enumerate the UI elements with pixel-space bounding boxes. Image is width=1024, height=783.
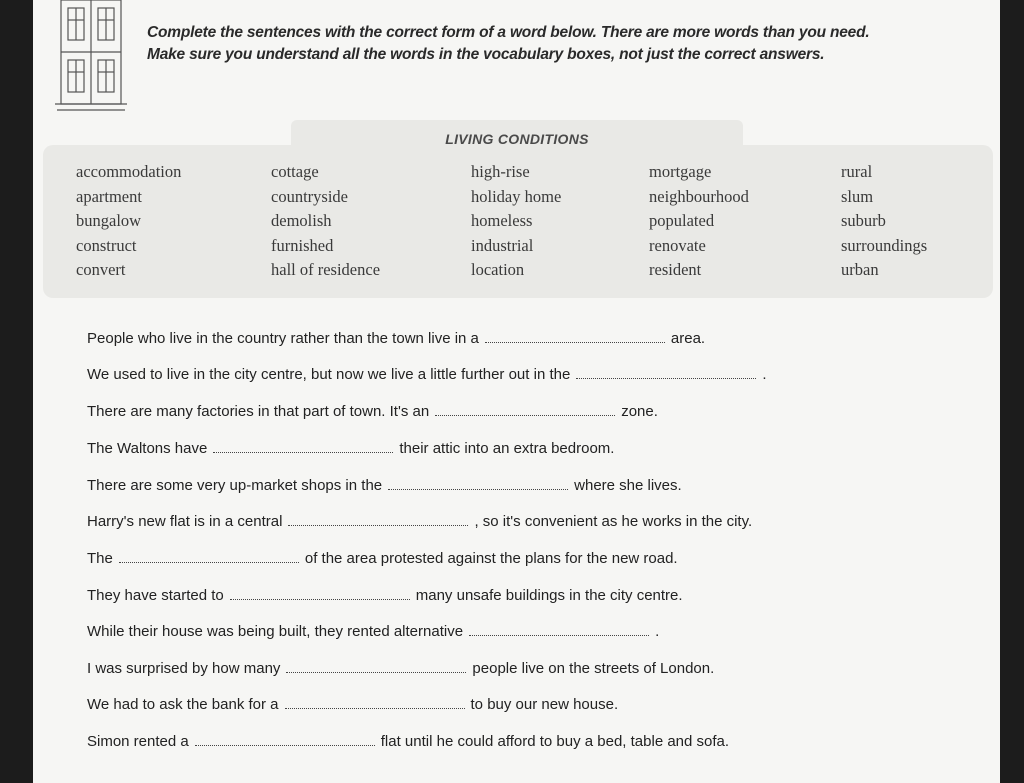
vocab-word: rural (841, 162, 873, 181)
vocab-word: renovate (649, 235, 706, 255)
answer-blank[interactable] (119, 554, 299, 563)
question-text-after: many unsafe buildings in the city centre. (415, 587, 683, 604)
vocab-word: populated (649, 211, 715, 230)
question-text-after: area. (670, 330, 706, 347)
question-text-before: The Waltons have (87, 440, 208, 457)
question-text-before: Harry's new flat is in a central (87, 513, 283, 530)
question-text-before: They have started to (87, 587, 224, 604)
vocab-column-4 (649, 160, 749, 283)
question-text-after: flat until he could afford to buy a bed, table and sofa. (380, 733, 730, 750)
building-icon (55, 0, 127, 112)
vocab-word: location (471, 260, 525, 279)
instructions (147, 22, 987, 66)
answer-blank[interactable] (195, 737, 375, 746)
question-text-after: . (655, 623, 660, 640)
vocab-word: apartment (76, 186, 142, 206)
answer-blank[interactable] (388, 481, 568, 490)
vocab-word: mortgage (649, 162, 712, 181)
answer-blank[interactable] (286, 664, 466, 673)
vocab-column-3 (471, 160, 561, 283)
vocab-word: cottage (271, 162, 319, 181)
answer-blank[interactable] (485, 334, 665, 343)
vocab-word: convert (76, 260, 126, 279)
question-text-before: People who live in the country rather than the town live in a (87, 330, 479, 347)
answer-blank[interactable] (288, 517, 468, 526)
question-text-after: where she lives. (574, 477, 682, 494)
vocab-word: urban (841, 260, 879, 279)
question-text-after: people live on the streets of London. (472, 660, 715, 677)
answer-blank[interactable] (285, 700, 465, 709)
vocab-word: demolish (271, 211, 332, 230)
instruction-line-2: Make sure you understand all the words in the vocabulary boxes, not just the correct answers. (147, 46, 825, 63)
question-text-before: The (87, 550, 113, 567)
answer-blank[interactable] (213, 444, 393, 453)
answer-blank[interactable] (576, 370, 756, 379)
answer-blank[interactable] (230, 591, 410, 600)
vocab-word: resident (649, 260, 702, 279)
answer-blank[interactable] (469, 627, 649, 636)
question-text-before: I was surprised by how many (87, 660, 281, 677)
worksheet-page (33, 0, 1000, 783)
question-text-before: We had to ask the bank for a (87, 696, 279, 713)
question-text-after: their attic into an extra bedroom. (399, 440, 615, 457)
question-text-before: While their house was being built, they rented alternative (87, 623, 464, 640)
question-text-before: There are many factories in that part of town. It's an (87, 403, 430, 420)
question-text-after: of the area protested against the plans for the new road. (304, 550, 678, 567)
question-text-before: We used to live in the city centre, but now we live a little further out in the (87, 366, 571, 383)
vocab-column-1 (76, 160, 181, 283)
vocab-word: slum (841, 186, 874, 206)
question-text-before: Simon rented a (87, 733, 189, 750)
vocab-word: surroundings (841, 235, 928, 255)
vocab-word: bungalow (76, 211, 142, 230)
vocab-word: homeless (471, 211, 533, 230)
question-text-after: . (762, 366, 767, 383)
vocab-word: hall of residence (271, 260, 381, 279)
question-text-after: zone. (621, 403, 658, 420)
question-text-after: to buy our new house. (470, 696, 619, 713)
vocabulary-title: LIVING CONDITIONS (445, 131, 589, 147)
vocab-word: holiday home (471, 186, 562, 206)
vocab-word: industrial (471, 235, 534, 255)
question-text-after: , so it's convenient as he works in the city. (474, 513, 753, 530)
answer-blank[interactable] (435, 407, 615, 416)
vocab-word: high-rise (471, 162, 530, 181)
vocab-column-5 (841, 160, 927, 283)
question-text-before: There are some very up-market shops in the (87, 477, 383, 494)
vocab-word: construct (76, 235, 137, 255)
instruction-line-1: Complete the sentences with the correct form of a word below. There are more words than you need. (147, 24, 870, 41)
vocab-word: countryside (271, 186, 348, 206)
vocab-word: accommodation (76, 162, 182, 181)
vocab-word: neighbourhood (649, 186, 749, 206)
vocab-word: suburb (841, 211, 886, 230)
vocab-column-2 (271, 160, 380, 283)
vocab-word: furnished (271, 235, 334, 255)
